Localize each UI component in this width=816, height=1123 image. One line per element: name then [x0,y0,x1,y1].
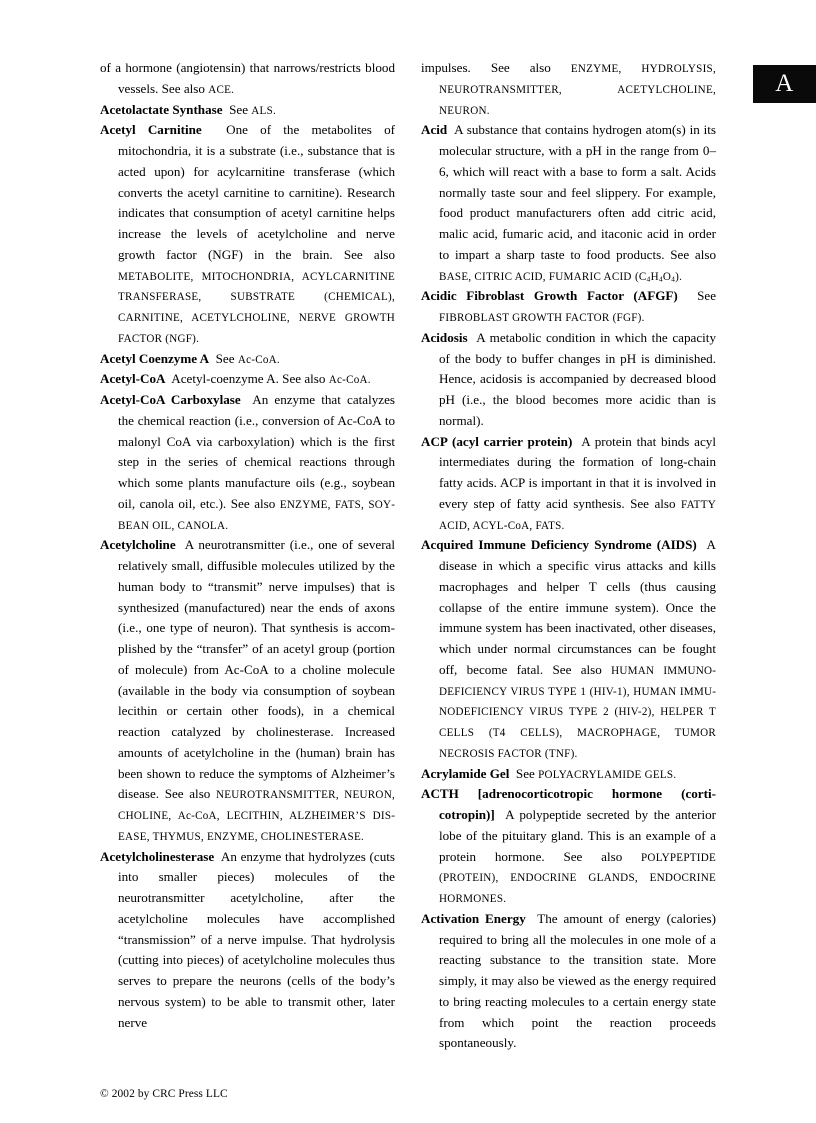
entry-acetyl-coa [100,369,395,390]
continuation-text: of a hormone (angiotensin) that narrows/restricts blood vessels. See also [100,60,395,96]
entry-xrefs: NEUROTRANSMITTER, NEURON, CHOLINE, Ac-CoA, LECITHIN, ALZHEIMER’S DISEASE, THYMUS, ENZYME, CHOLINESTERASE. [118,789,395,843]
headword: ACP (acyl carrier protein) [421,433,573,449]
entry-xrefs: FATTY ACID, ACYL-CoA, FATS. [439,498,716,532]
entry-acp [421,432,716,536]
entry-acth [421,784,716,909]
continuation-xrefs: ENZYME, HYDROLYSIS, NEUROTRANSMITTER, ACETYLCHOLINE, NEURON. [439,63,716,117]
entry-acidic-fibroblast-growth-factor [421,286,716,328]
entry-xrefs: METABOLITE, MITOCHONDRIA, ACYLCARNITINE TRANSFERASE, SUBSTRATE (CHEMICAL), CARNITINE, ACETYLCHOLINE, NERVE GROWTH FACTOR (NGF). [118,270,395,345]
entry-xrefs: HUMAN IMMUNODEFICIENCY VIRUS TYPE 1 (HIV-1), HUMAN IMMUNODEFICIENCY VIRUS TYPE 2 (HIV-2), HELPER T CELLS (T4 CELLS), MACROPHAGE, TUMOR NECROSIS FACTOR (TNF). [439,664,716,760]
entry-xrefs: ALS. [251,104,277,117]
entry-continuation-acetylcholinesterase [421,58,716,120]
thumb-tab-letter-a [753,65,816,103]
entry-acidosis [421,328,716,432]
entry-body: An enzyme that catalyzes the chemical reaction (i.e., conversion of Ac-CoA to malonyl CoA via carboxylation) which is the first step in the series of chemical reactions through which some plants manufacture oils (e.g., soybean oil, canola oil, etc.). See also [118,392,395,511]
entry-continuation-ace [100,58,395,100]
headword: Acid [421,122,448,138]
two-column-body [100,58,716,1054]
entry-body: A substance that contains hydrogen atom(s) in its molecular structure, with a pH in the range from 0–6, which will react with a base to form a salt. Acids normally taste sour and feel slippery. For example, food product manufacturers often add citric acid, malic acid, fumaric acid, and itaconic acid in order to impart a sharp taste to food products. See also [439,122,717,262]
thumb-tab-label: A [775,70,794,97]
entry-body: See [515,765,539,781]
entry-acetylcholine [100,535,395,846]
entry-activation-energy [421,909,716,1054]
headword: Acetyl Coenzyme A [100,350,210,366]
entry-acetyl-coa-carboxylase [100,390,395,535]
headword: Acetyl-CoA Carboxylase [100,392,241,407]
headword: Acidosis [421,329,468,345]
entry-xrefs: Ac-CoA. [237,353,280,366]
entry-acrylamide-gel [421,764,716,785]
headword: Acetolactate Synthase [100,101,223,117]
entry-body: One of the metabolites of mitochondria, it is a substrate (i.e., substance that is acted upon) for acylcarnitine transferase (which converts the acetyl carnitine to carnitine). Research indicates that consumption of acetyl carnitine helps increase the levels of acetylcholine and nerve growth factor (NGF) in the brain. See also [118,122,395,262]
entry-acetyl-coenzyme-a [100,349,395,370]
entry-body: See [229,101,252,117]
entry-body: See [697,288,716,304]
entry-body: A protein that binds acyl intermediates during the formation of long-chain fatty acids. ACP is important in that it is involved in every step of fatty acid synthesis. See also [439,433,716,511]
entry-body: An enzyme that hydrolyzes (cuts into smaller pieces) molecules of the neurotransmitter acetylcholine, after the acetylcholine molecules have accomplished “transmission” of a nerve impulse. That hydrolysis (cutting into pieces) of acetylcholine molecules thus serves to prepare the neurons (cells of the body’s nervous system) to be able to transmit other, later nerve [118,848,395,1030]
headword: Activation Energy [421,910,526,926]
entry-acetyl-carnitine [100,120,395,348]
entry-xrefs: ENZYME, FATS, SOYBEAN OIL, CANOLA. [118,498,395,532]
chemical-formula: $(C_4H_4O_4)$. [634,270,683,284]
entry-aids [421,535,716,763]
entry-body: A disease in which a specific virus attacks and kills macrophages and helper T cells (thus causing collapse of the entire immune system). Once the immune system has been inactivated, other diseases, which under normal circumstances can be fought off, become fatal. See also [439,537,716,677]
entry-xrefs: BASE, CITRIC ACID, FUMARIC ACID [439,270,632,283]
entry-body: A metabolic condition in which the capacity of the body to buffer changes in pH is diminished. Hence, acidosis is accompanied by decreased blood pH (i.e., the blood becomes more acidic than is normal). [439,329,716,428]
entry-body: A polypeptide secreted by the anterior lobe of the pituitary gland. This is an example of a protein hormone. See also [439,807,717,864]
left-column [100,58,395,1054]
headword: Acquired Immune Deficiency Syndrome (AIDS) [421,537,697,553]
entry-xrefs: FIBROBLAST GROWTH FACTOR (FGF). [439,312,645,324]
headword: Acidic Fibroblast Growth Factor (AFGF) [421,288,678,304]
entry-body: See [215,350,238,366]
headword: Acetylcholinesterase [100,848,215,864]
entry-xrefs: Ac-CoA. [328,374,371,387]
entry-body: The amount of energy (calories) required to bring all the molecules in one mole of a reacting substance to the transition state. More simply, it may also be viewed as the energy required to bring reacting molecules to a certain energy state from which point the reaction proceeds spontaneously. [439,910,716,1051]
continuation-xrefs: ACE. [208,83,235,96]
copyright-footer: © 2002 by CRC Press LLC [100,1088,228,1100]
continuation-text: impulses. See also [421,60,571,75]
entry-xrefs: POLYPEPTIDE (PROTEIN), ENDOCRINE GLANDS, ENDOCRINE HORMONES. [439,851,716,905]
headword: Acetyl Carnitine [100,122,202,138]
headword: ACTH [adrenocorticotropic hormone (corticotropin)] [421,786,716,822]
entry-xrefs: POLYACRYLAMIDE GELS. [538,768,677,781]
headword: Acrylamide Gel [421,765,510,781]
entry-body: Acetyl-coenzyme A. See also [171,371,329,387]
entry-body: A neurotransmitter (i.e., one of several relatively small, diffusible molecules utilized by the human body to “transmit” nerve impulses) that is synthesized (manufactured) near the ends of axons (i.e., one type of neuron). That synthesis is accomplished by the “transfer” of an acetyl group (portion of molecule) from Ac-CoA to a choline molecule (available in the body via consumption of soybean lecithin or certain other foods), in a chemical reaction catalyzed by cholinesterase. Increased amounts of acetylcholine in the (human) brain has been shown to reduce the symptoms of Alzheimer’s disease. See also [118,537,395,802]
entry-acid [421,120,716,286]
headword: Acetyl-CoA [100,371,166,387]
entry-acetolactate-synthase [100,100,395,121]
right-column [421,58,716,1054]
entry-acetylcholinesterase [100,847,395,1034]
headword: Acetylcholine [100,537,176,553]
